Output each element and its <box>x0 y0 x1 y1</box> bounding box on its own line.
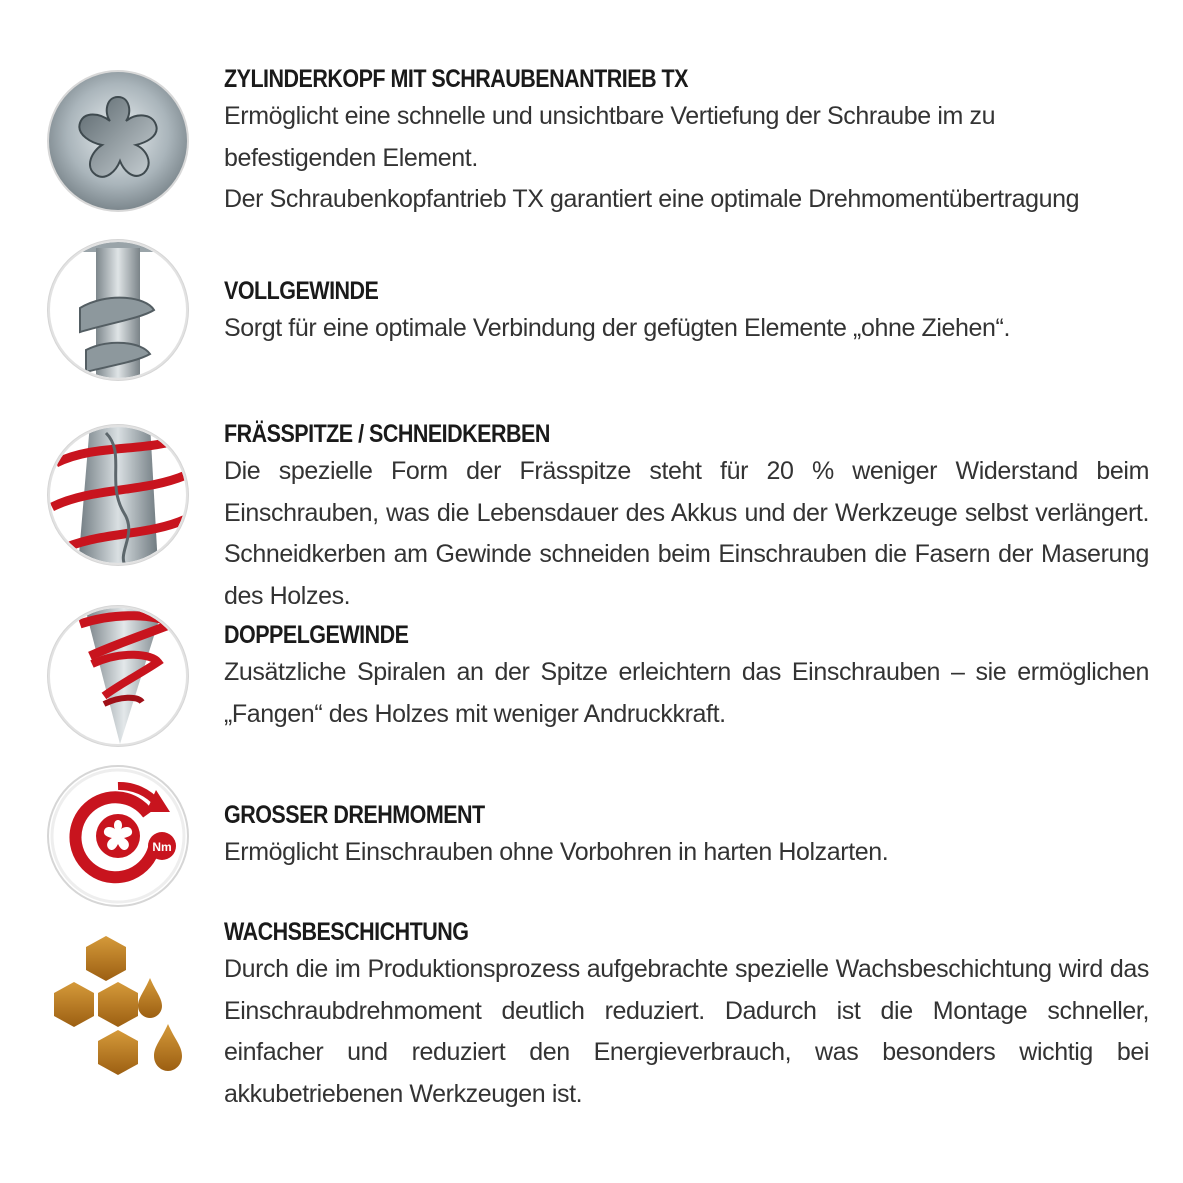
wax-honeycomb-icon <box>46 934 190 1078</box>
feature-title: GROSSER DREHMOMENT <box>224 801 485 829</box>
feature-description: Die spezielle Form der Frässpitze steht für 20 % weniger Widerstand beim Einschrauben, was die Lebensdauer des Akkus und der Werkzeuge selbst verlängert. Schneidkerben am Gewinde schneiden beim Einschrauben die Fasern der Maserung des Holzes. <box>224 457 1149 610</box>
feature-description: Sorgt für eine optimale Verbindung der gefügten Elemente „ohne Ziehen“. <box>224 314 1011 342</box>
feature-title: ZYLINDERKOPF MIT SCHRAUBENANTRIEB TX <box>224 65 688 93</box>
torque-unit-label: Nm <box>152 840 172 854</box>
double-thread-icon <box>46 604 190 748</box>
feature-title: DOPPELGEWINDE <box>224 621 409 649</box>
torque-icon <box>46 764 190 908</box>
full-thread-icon <box>46 238 190 382</box>
feature-description: Der Schraubenkopfantrieb TX garantiert eine optimale Drehmomentübertragung <box>224 185 1080 213</box>
milling-tip-icon <box>46 423 190 567</box>
torx-head-icon <box>46 69 190 213</box>
feature-title: FRÄSSPITZE / SCHNEIDKERBEN <box>224 420 550 448</box>
feature-description: Zusätzliche Spiralen an der Spitze erleichtern das Einschrauben – sie ermöglichen „Fangen“ des Holzes mit weniger Andruckkraft. <box>224 658 1149 728</box>
feature-title: WACHSBESCHICHTUNG <box>224 918 469 946</box>
feature-title: VOLLGEWINDE <box>224 277 379 305</box>
feature-description: Ermöglicht eine schnelle und unsichtbare Vertiefung der Schraube im zu befestigenden Element. <box>224 102 996 172</box>
feature-description: Durch die im Produktionsprozess aufgebrachte spezielle Wachsbeschichtung wird das Einschraubdrehmoment deutlich reduziert. Dadurch ist die Montage schneller, einfacher und reduziert den Energieverbrauch, was besonders wichtig bei akkubetriebenen Werkzeugen ist. <box>224 955 1149 1108</box>
feature-description: Ermöglicht Einschrauben ohne Vorbohren in harten Holzarten. <box>224 838 889 866</box>
